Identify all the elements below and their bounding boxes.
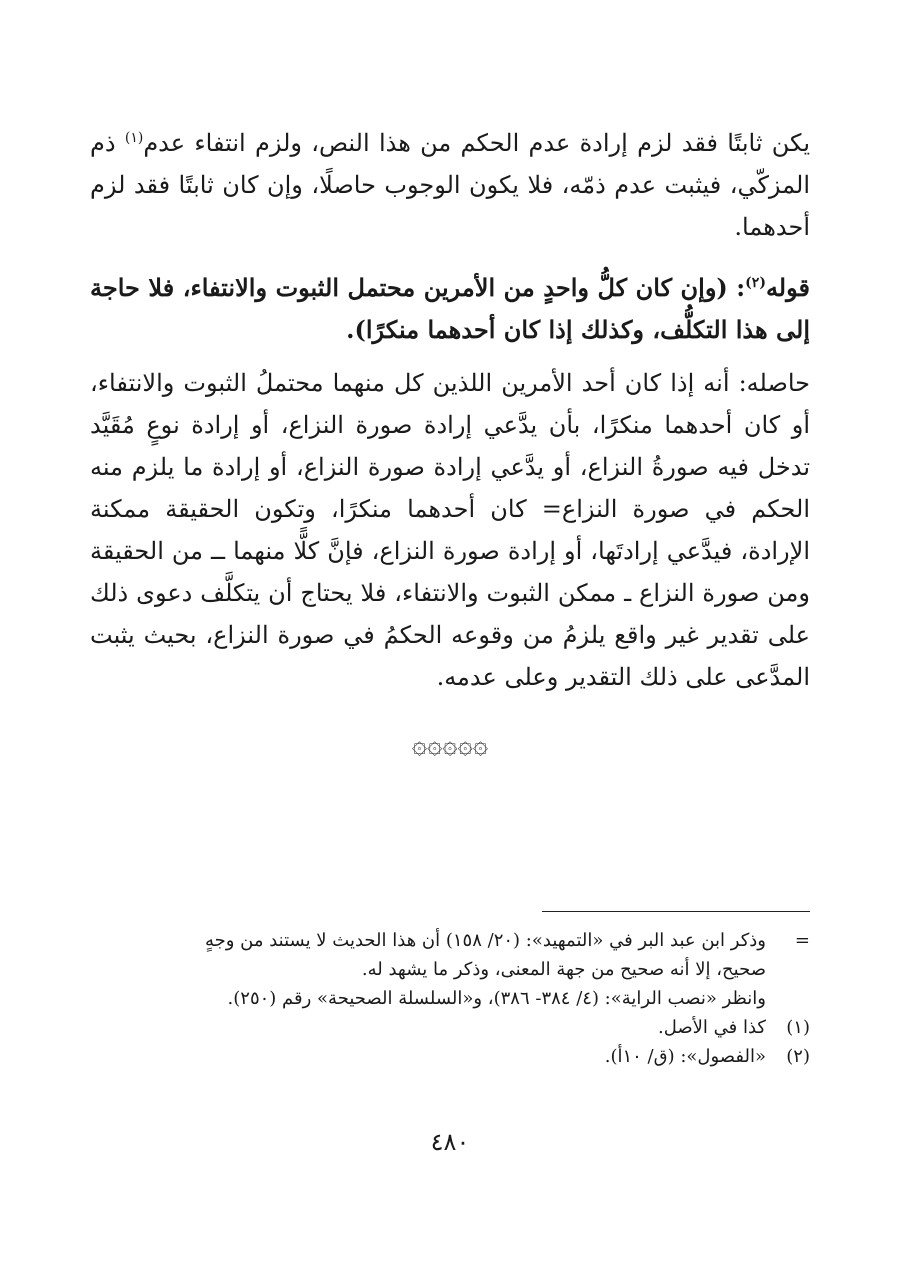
continuation-text-1: وذكر ابن عبد البر في «التمهيد»: (٢٠/ ١٥٨) أن هذا الحديث لا يستند من وجهٍ (204, 930, 766, 951)
page-number: ٤٨٠ (430, 1128, 470, 1156)
footnote-continuation-line: وانظر «نصب الراية»: (٤/ ٣٨٤- ٣٨٦)، و«السلسلة الصحيحة» رقم (٢٥٠). (227, 988, 766, 1009)
footnote-ref-2[interactable]: (٢) (745, 275, 766, 291)
paragraph-2-text-a: قوله (765, 273, 810, 302)
continuation-mark: = (794, 930, 810, 951)
paragraph-1-text-b: ذم المزكّي، فيثبت عدم ذمّه، فلا يكون الوجوب حاصلًا، وإن كان ثابتًا فقد لزم أحدهما. (90, 129, 810, 241)
footnote-2-number: (٢) (786, 1046, 810, 1067)
footnote-2-text: «الفصول»: (ق/ ١٠أ). (604, 1046, 766, 1067)
footnote-2 (90, 1042, 810, 1071)
footnote-1-number: (١) (786, 1017, 810, 1038)
footnotes-section (90, 926, 810, 1071)
paragraph-1 (90, 122, 810, 248)
footnote-continuation-line (90, 926, 810, 955)
footnote-continuation-line: صحيح، إلا أنه صحيح من جهة المعنى، وذكر ما يشهد له. (361, 959, 766, 980)
paragraph-2-text-b: : (وإن كان كلُّ واحدٍ من الأمرين محتمل الثبوت والانتفاء، فلا حاجة إلى هذا التكلُّف، وكذلك إذا كان أحدهما منكرًا). (90, 273, 810, 344)
paragraph-1-text-a: يكن ثابتًا فقد لزم إرادة عدم الحكم من هذا النص، ولزم انتفاء عدم (143, 129, 810, 157)
footnote-1 (90, 1013, 810, 1042)
footnote-divider (542, 911, 810, 912)
paragraph-3: حاصله: أنه إذا كان أحد الأمرين اللذين كل منهما محتملُ الثبوت والانتفاء، أو كان أحدهما منكرًا، بأن يدَّعي إرادة صورة النزاع، أو إرادة نوعٍ مُقَيَّد تدخل فيه صورةُ النزاع، أو يدَّعي إرادة صورة النزاع، أو إرادة ما يلزم منه الحكم في صورة النزاع= كان أحدهما منكرًا، وتكون الحقيقة ممكنة الإرادة، فيدَّعي إرادتَها، أو إرادة صورة النزاع، فإنَّ كلًّا منهما ــ من الحقيقة ومن صورة النزاع ـ ممكن الثبوت والانتفاء، فلا يحتاج أن يتكلَّف دعوى ذلك على تقدير غير واقع يلزمُ من وقوعه الحكمُ في صورة النزاع، بحيث يثبت المدَّعى على ذلك التقدير وعلى عدمه. (90, 369, 810, 691)
footnote-1-text: كذا في الأصل. (658, 1017, 766, 1038)
paragraph-2-quote (90, 267, 810, 351)
section-ornament: ۞۞۞۞۞ (411, 730, 489, 760)
footnote-ref-1[interactable]: (١) (124, 130, 144, 146)
